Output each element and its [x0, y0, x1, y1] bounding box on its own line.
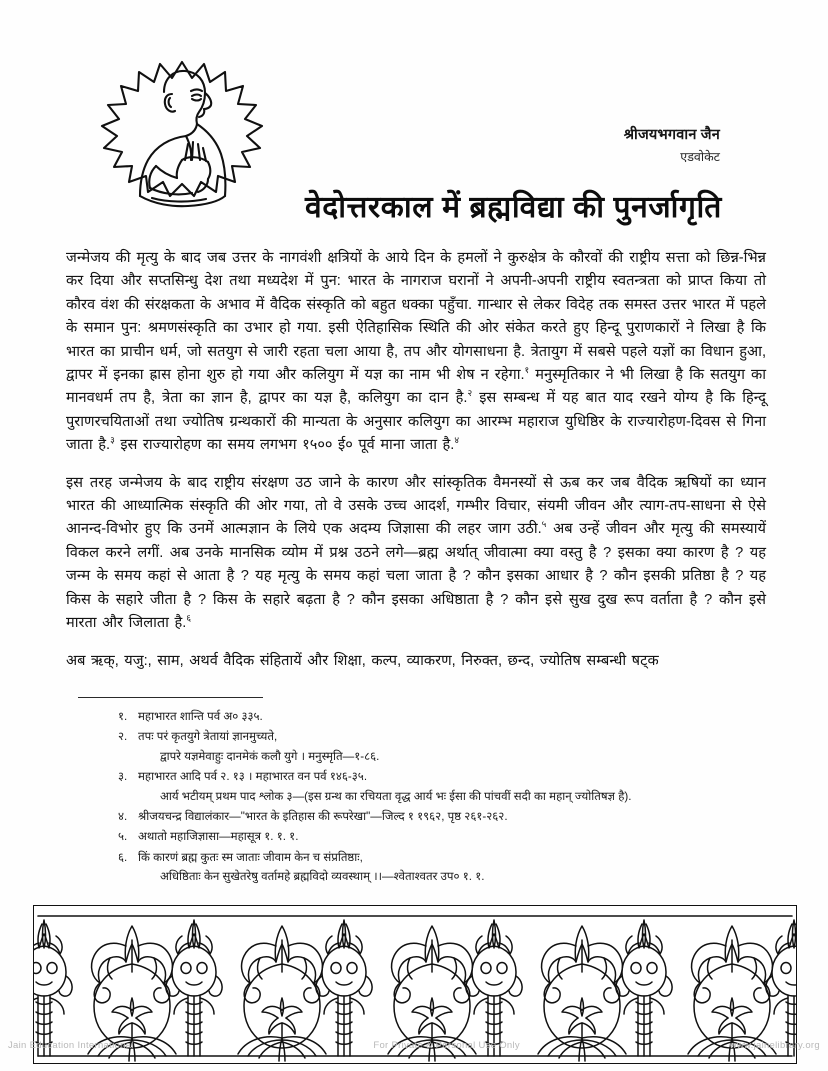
paragraph-2-text-2: अब उन्हें जीवन और मृत्यु की समस्यायें विकल करने लगीं. अब उनके मानसिक व्योम में प्रश्न उठने लगे—ब्रह्म अर्थात् जीवात्मा क्या वस्तु है ? इसका क्या कारण है ? यह जन्म के समय कहां से आता है ? यह मृत्यु के समय कहां चला जाता है ? कौन इसका आधार है ? कौन इसकी प्रतिष्ठा है ? यह किस के सहारे जीता है ? किस के सहारे बढ़ता है ? कौन इसका अधिष्ठाता है ? कौन इसे सुख दुख रूप वर्ताता है ? कौन इसे मारता और जिलाता है. — [66, 521, 766, 632]
author-name: श्रीजयभगवान जैन — [623, 127, 720, 143]
footnote-line-2: अधिष्ठिताः केन सुखेतरेषु वर्तामहे ब्रह्मविदो व्यवस्थाम् ।।—श्वेताश्वतर उप० १. १. — [160, 870, 485, 884]
footnote-item — [118, 767, 758, 806]
footnote-number: ५. — [118, 830, 128, 844]
footnote-separator-rule — [78, 697, 263, 698]
footnote-ref-4[interactable]: ४ — [454, 435, 460, 446]
footnote-text — [138, 848, 758, 887]
footnote-text — [138, 827, 758, 846]
article-body — [66, 247, 766, 673]
paragraph-1-text-2: मनुस्मृतिकार ने भी लिखा है कि सतयुग का मानवधर्म तप है, त्रेता का ज्ञान है, द्वापर का यज्ञ है, कलियुग का दान है. — [66, 367, 767, 407]
ornament-motif — [166, 920, 222, 1056]
footnote-text — [138, 727, 758, 766]
footnote-line-1: महाभारत शान्ति पर्व अ० ३३५. — [138, 710, 263, 723]
paragraph-2 — [66, 472, 766, 636]
ornament-motif — [688, 926, 776, 1061]
paragraph-1 — [66, 247, 766, 458]
watermark-left: Jain Education International — [8, 1040, 134, 1051]
paragraph-2-text-1: इस तरह जन्मेजय के बाद राष्ट्रीय संरक्षण उठ जाने के कारण और सांस्कृतिक वैमनस्यों से ऊब कर जब वैदिक ऋषियों का ध्यान भारत की आध्यात्मिक संस्कृति की ओर गया, तो वे उसके उच्च आदर्श, गम्भीर विचार, संयमी जीवन और त्याग-तप-साधना से ऐसे आनन्द-विभोर हुए कि उनमें आत्मज्ञान के लिये एक अदम्य जिज्ञासा की लहर जाग उठी. — [66, 474, 766, 538]
watermark-right: www.jainelibrary.org — [729, 1040, 820, 1051]
footnote-line-2: द्वापरे यज्ञमेवाहुः दानमेकं कलौ युगे । मनुस्मृति—१-८६. — [160, 749, 380, 763]
ornament-motif — [88, 926, 176, 1061]
ornament-motif — [616, 920, 672, 1056]
footnote-item — [118, 827, 758, 846]
paragraph-3-text-1: अब ऋक्, यजु:, साम, अथर्व वैदिक संहितायें और शिक्षा, कल्प, व्याकरण, निरुक्त, छन्द, ज्योतिष सम्बन्धी षट्क — [66, 652, 659, 669]
author-role: एडवोकेट — [680, 150, 720, 165]
footnote-text — [138, 707, 758, 726]
footnote-number: ४. — [118, 810, 128, 824]
footnote-item — [118, 727, 758, 766]
footnote-item — [118, 807, 758, 826]
footnote-line-1: श्रीजयचन्द्र विद्यालंकार—"भारत के इतिहास की रूपरेखा"—जिल्द १ १९६२, पृष्ठ २६१-२६२. — [138, 810, 508, 824]
paragraph-1-text-4: इस राज्यारोहण का समय लगभग १५०० ई० पूर्व माना जाता है. — [114, 437, 455, 454]
footnote-number: ३. — [118, 770, 128, 784]
paragraph-1-text-1: जन्मेजय की मृत्यु के बाद जब उत्तर के नागवंशी क्षत्रियों के आये दिन के हमलों ने कुरुक्षेत्र के कौरवों की राष्ट्रीय सत्ता को छिन्न-भिन्न कर दिया और सप्तसिन्धु देश तथा मध्यदेश में पुन: भारत के नागराज घरानों ने अपनी-अपनी राष्ट्रीय स्वतन्त्रता को प्राप्त किया तो कौरव वंश की संरक्षकता के अभाव में वैदिक संस्कृति को बहुत धक्का पहुँचा. गान्धार से लेकर विदेह तक समस्त उत्तर भारत में पहले के समान पुन: श्रमणसंस्कृति का उभार हो गया. इसी ऐतिहासिक स्थिति की ओर संकेत करते हुए हिन्दू पुराणकारों ने लिखा है कि भारत का प्राचीन धर्म, जो सतयुग से जारी रहता चला आया है, तप और योगसाधना है. त्रेतायुग में सबसे पहले यज्ञों का विधान हुआ, द्वापर में इनका ह्रास होना शुरु हो गया और कलियुग में यज्ञ का नाम भी शेष न रहेगा. — [66, 250, 766, 384]
ornament-motif — [316, 920, 372, 1056]
ornament-motif — [238, 926, 326, 1061]
ornament-motif — [466, 920, 522, 1056]
footnote-line-1: तपः परं कृतयुगे त्रेतायां ज्ञानमुच्यते, — [138, 730, 278, 744]
masthead — [0, 0, 828, 245]
footnote-line-1: अथातो महाजिज्ञासा—महासूत्र १. १. १. — [138, 830, 299, 844]
footnote-line-1: किं कारणं ब्रह्म कुतः स्म जाताः जीवाम केन च संप्रतिष्ठाः, — [138, 850, 363, 864]
footnote-list — [118, 707, 758, 888]
floral-border-ornament — [33, 905, 797, 1064]
ornament-motif — [538, 926, 626, 1061]
paragraph-3 — [66, 650, 766, 673]
footnote-ref-1[interactable]: १ — [524, 365, 530, 376]
footnote-number: २. — [118, 730, 128, 744]
footnote-ref-5[interactable]: ५ — [541, 519, 547, 530]
footnote-ref-3[interactable]: ३ — [110, 435, 115, 446]
footnote-ref-2[interactable]: २ — [467, 388, 473, 399]
footnote-item — [118, 848, 758, 887]
article-title: वेदोत्तरकाल में ब्रह्मविद्या की पुनर्जागृति — [305, 191, 722, 225]
jain-ascetic-emblem-icon — [92, 48, 272, 228]
footnote-text — [138, 807, 758, 826]
footnote-line-2: आर्य भटीयम् प्रथम पाद श्लोक ३—(इस ग्रन्थ का रचियता वृद्ध आर्य भः ईसा की पांचवीं सदी का महान् ज्योतिषज्ञ है). — [160, 789, 632, 803]
footnote-item — [118, 707, 758, 726]
ornament-motif — [766, 920, 796, 1056]
footnote-text — [138, 767, 758, 806]
watermark-middle: For Private & Personal Use Only — [373, 1040, 520, 1051]
footnote-number: १. — [118, 710, 128, 723]
paragraph-1-text-3: इस सम्बन्ध में यह बात याद रखने योग्य है कि हिन्दू पुराणरचयिताओं तथा ज्योतिष ग्रन्थकारों की मान्यता के अनुसार कलियुग का आरम्भ महाराज युधिष्ठिर के राज्यारोहण-दिवस से गिना जाता है. — [66, 390, 766, 454]
footnote-number: ६. — [118, 850, 128, 864]
byline — [624, 125, 720, 166]
ornament-motif — [388, 926, 476, 1061]
ornament-motif — [34, 920, 72, 1056]
footnote-line-1: महाभारत आदि पर्व २. १३ । महाभारत वन पर्व १४६-३५. — [138, 770, 368, 784]
footnote-ref-6[interactable]: ६ — [186, 613, 192, 624]
